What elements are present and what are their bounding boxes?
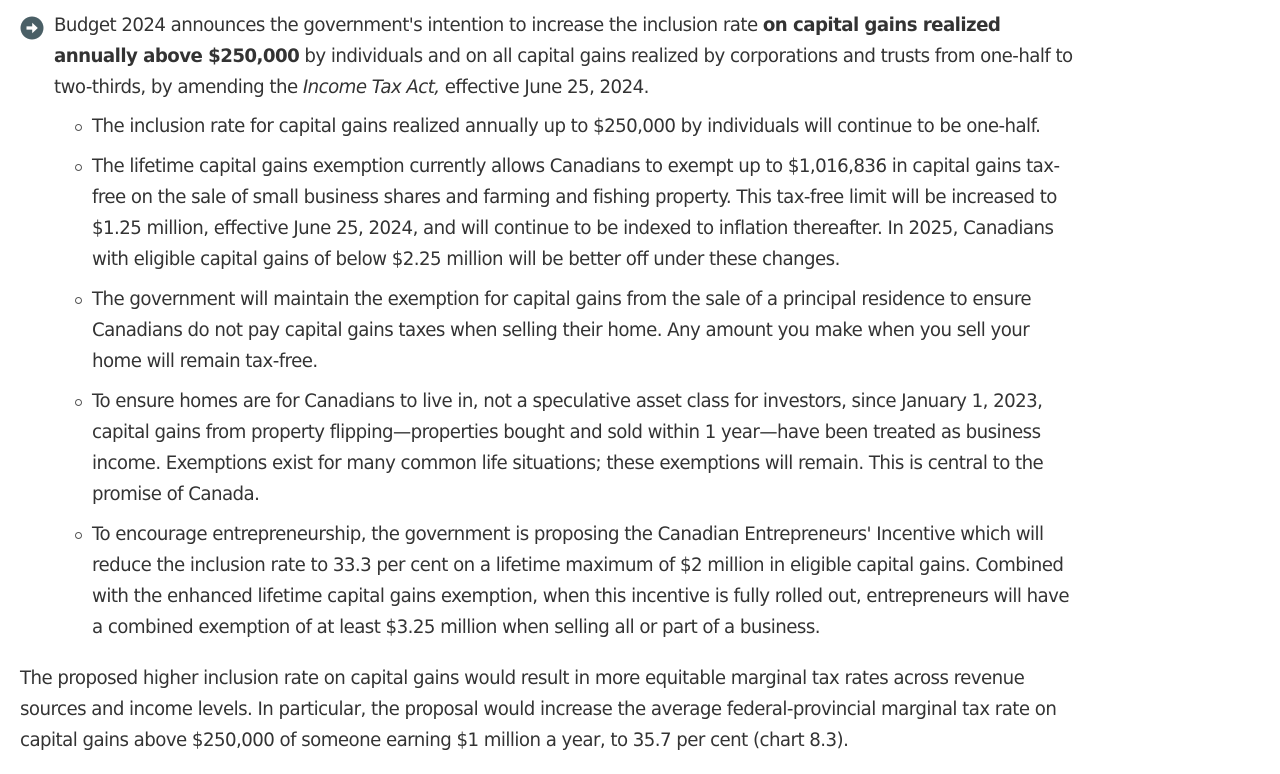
circle-bullet-icon xyxy=(75,399,82,406)
lead-paragraph xyxy=(20,10,1080,103)
list-item xyxy=(72,151,1082,275)
circle-bullet-icon xyxy=(75,297,82,304)
sub-bullet-list xyxy=(72,111,1082,652)
list-item xyxy=(72,519,1082,643)
circle-bullet-icon xyxy=(75,164,82,171)
list-item xyxy=(72,111,1082,142)
lead-text-italic: Income Tax Act, xyxy=(302,77,440,98)
lead-text xyxy=(54,10,1080,103)
lead-text-part2: by individuals and on all capital gains realized by corporations and trusts from one-half to two-thirds, by amending the xyxy=(54,46,1073,98)
circle-bullet-icon xyxy=(75,124,82,131)
arrow-right-circle-icon xyxy=(20,16,44,40)
list-item-text: The government will maintain the exemption for capital gains from the sale of a principal residence to ensure Canadians do not pay capital gains taxes when selling their home. Any amount you make when you sell your home will remain tax-free. xyxy=(92,289,1032,372)
circle-bullet-icon xyxy=(75,532,82,539)
list-item-text: To ensure homes are for Canadians to live in, not a speculative asset class for investors, since January 1, 2023, capital gains from property flipping—properties bought and sold within 1 year—have been treated as business income. Exemptions exist for many common life situations; these exemptions will remain. This is central to the promise of Canada. xyxy=(92,391,1044,505)
lead-text-part1: Budget 2024 announces the government's intention to increase the inclusion rate xyxy=(54,15,763,36)
lead-text-part3: effective June 25, 2024. xyxy=(439,77,649,98)
list-item-text: To encourage entrepreneurship, the government is proposing the Canadian Entrepreneurs' Incentive which will reduce the inclusion rate to 33.3 per cent on a lifetime maximum of $2 million in eligible capital gains. Combined with the enhanced lifetime capital gains exemption, when this incentive is fully rolled out, entrepreneurs will have a combined exemption of at least $3.25 million when selling all or part of a business. xyxy=(92,524,1069,638)
list-item xyxy=(72,284,1082,377)
list-item xyxy=(72,386,1082,510)
list-item-text: The lifetime capital gains exemption currently allows Canadians to exempt up to $1,016,836 in capital gains tax-free on the sale of small business shares and farming and fishing property. This tax-free limit will be increased to $1.25 million, effective June 25, 2024, and will continue to be indexed to inflation thereafter. In 2025, Canadians with eligible capital gains of below $2.25 million will be better off under these changes. xyxy=(92,156,1060,270)
list-item-text: The inclusion rate for capital gains realized annually up to $250,000 by individuals will continue to be one-half. xyxy=(92,116,1041,137)
lead-text-bold: on capital gains realized annually above $250,000 xyxy=(54,15,1001,67)
closing-paragraph: The proposed higher inclusion rate on capital gains would result in more equitable marginal tax rates across revenue sources and income levels. In particular, the proposal would increase the average federal-provincial marginal tax rate on capital gains above $250,000 of someone earning $1 million a year, to 35.7 per cent (chart 8.3). xyxy=(20,668,1057,751)
